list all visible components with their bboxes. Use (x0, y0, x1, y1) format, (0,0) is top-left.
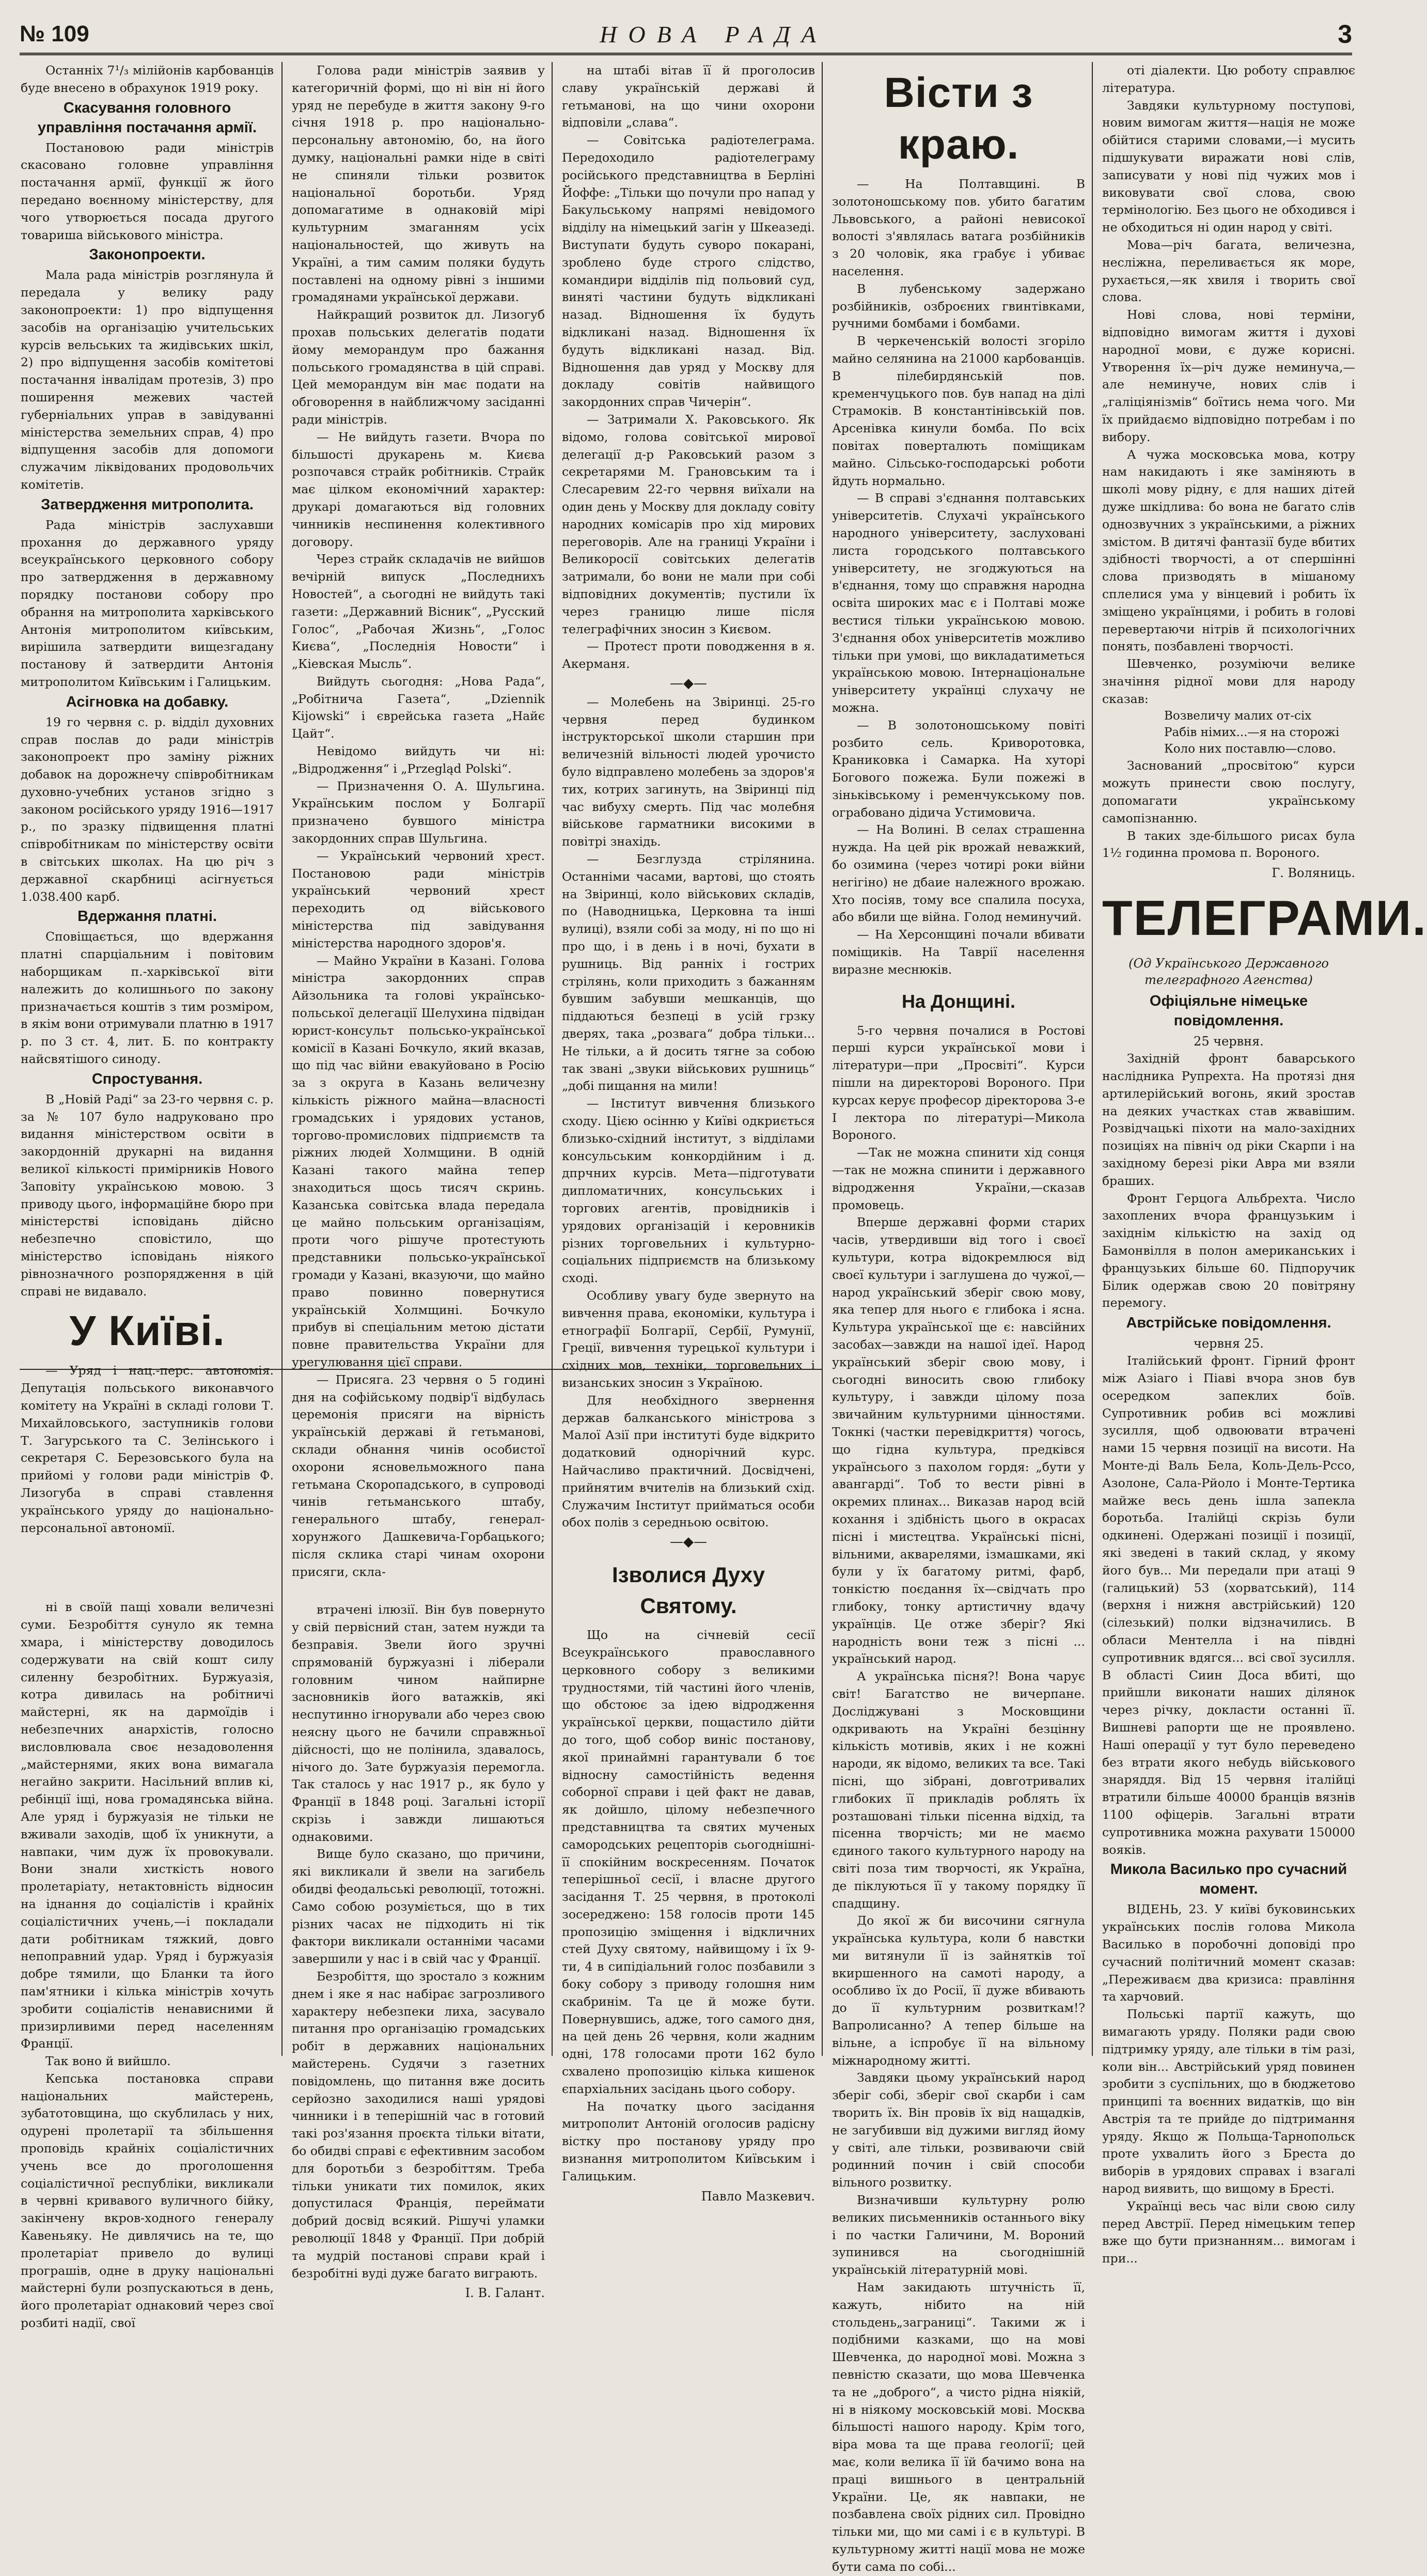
dateline: червня 25. (1194, 1336, 1264, 1351)
article-text: Через страйк складачів не вийшов вечірній випуск „Последнихъ Новостей“, а сьогодні не вийдуть такі газети: „Державний Вісник“, „Русский Голос“, „Рабочая Жизнь“, „Голос Києва“, „Последнія Новости“ і „Кіевская Мысль“. (292, 552, 545, 672)
article-text: ВІДЕНЬ, 23. У київі буковинських українських послів голова Микола Василько в поробочні доповіді про сучасний політичний момент сказав: „Переживаєм два кризиса: правління та харчовий. (1102, 1902, 1355, 2004)
article-text: — Присяга. 23 червня о 5 годині дня на софійському подвір'ї відбулась церемонія присяги на вірність українській державі й гетьманові, склади обнання чинів особистої охорони ясновельможного пана гетьмана Скоропадського, в супроводі чинів гетьманського штабу, генерального штабу, генерал-хорунжого Дашкевича-Горбацького; після склика старі чинам охорони присяги, скла- (292, 1372, 545, 1579)
column-2 (292, 62, 545, 2301)
article-text: на штабі вітав її й проголосив славу українській державі й гетьманові, на що чини охорони відповіли „слава“. (562, 63, 815, 130)
article-text: В лубенському задержано розбійників, озброєних гвинтівками, ручними бомбами і бомбами. (832, 281, 1085, 331)
article-text: Голова ради міністрів заявив у категоричній формі, що ні він ні його уряд не перебуде в життя закону 9-го січня 1918 р. про національно-персональну автономію, бо, на його думку, національні рамки ніде в світі не спиняли тільки розвиток національної боротьби. Уряд допомагатиме в однаковій мірі культурним змаганням усіх національностей, що живуть на Україні, а тим самим поляки будуть поставлені на одному рівні з іншими громадянами української держави. (292, 63, 545, 305)
article-text: — Молебень на Звіринці. 25-го червня перед будинком інструкторської школи старшин при величезній вільності людей урочисто було відправлено молебень за здоров'я тих, котрих загинуть, на Звіринці під час вибуху смерть. Під час молебня військове гарматники високими в повітрі знахідь. (562, 694, 815, 849)
article-text: Рада міністрів заслухавши прохання до державного уряду всеукраїнського церковного собору про затвердження в державному порядку постанови собору про обрання на митрополита харківського Антонія митрополитом київським, вирішила затвердити вищезгадану постанову й затвердити Антонія митрополитом Київським і Галицьким. (21, 517, 274, 689)
article-text: Завдяки цьому український народ зберіг собі, зберіг свої скарби і сам творить їх. Він провів їх від нащадків, не загубивши від дужими вигляд йому у світі, але тільки, розвиваючи свій родинний почин і свій способи вільного розвитку. (832, 2070, 1085, 2190)
article-text: В „Новій Раді“ за 23-го червня с. р. за № 107 було надруковано про видання міністерством освіти в закордонній друкарні на видання великої кількості примірників Нового Заповіту українською мовою. З приводу цього, інформаційне бюро при міністерстві ісповідань дійсно небезпечно сповістило, що міністерство ісповідань ніякого рівнозначного розпорядження в цій справі не видавало. (21, 1091, 274, 1299)
issue-number: № 109 (20, 21, 89, 46)
masthead (20, 15, 1352, 55)
article-text: оті діалекти. Цю роботу справлює література. (1102, 63, 1355, 95)
author-signature: І. В. Галант. (465, 2286, 545, 2301)
section-title-kyiv: У Київі. (69, 1307, 225, 1355)
article-text: Польські партії кажуть, що вимагають уряду. Поляки ради свою підтримку уряду, але тільки в тім разі, коли він... Австрійський уряд повинен зробити з суспільних, що в бюджетово принципі та воєнних видатків, що він Австрія та те прийде до підтримання уряду. Якщо ж Польща-Тарнопольск проте ухвалить його з Бреста до виборів в урядових справах і взагалі народ виявить, що вищому в Бресті. (1102, 2007, 1355, 2196)
article-text: Шевченко, розуміючи велике значіння рідної мови для народу сказав: (1102, 657, 1355, 706)
article-text: 19 го червня с. р. відділ духовних справ послав до ради міністрів законопроект про заміну ріжних добавок на дорожнечу співробітникам духовно-учебних установ згідно з законом російського уряду 1916—1917 р., по зразку підвищення платні співробітникам по міністерству освіти в світських школах. На цю річ з державної скарбниці асігнується 1.038.400 карб. (21, 714, 274, 904)
article-text: — Протест проти поводження в я. Акерманя. (562, 639, 815, 672)
author-signature: Павло Мазкевич. (701, 2189, 815, 2204)
verse-line: Коло них поставлю—слово. (1164, 742, 1336, 756)
column-5 (1102, 62, 1427, 2266)
ornament-divider: —◆— (670, 675, 707, 691)
article-text: Невідомо вийдуть чи ні: „Відродження“ і „Przegląd Polski“. (292, 744, 545, 776)
article-text: Заснований „просвітою“ курси можуть принести свою послугу, допомагати українському самопізнанню. (1102, 758, 1355, 825)
article-heading: Офіціяльне німецьке повідомлення. (1149, 993, 1308, 1029)
section-title-don: На Донщині. (901, 990, 1016, 1012)
article-text: Нові слова, нові терміни, відповідно вимогам життя і духові народної мови, є дуже корисні. Утворення їх—річ дуже неминуча,—але неминуче, нових слів і „галіціянізмів“ боїтись нема чого. Ми їх прийдаємо відповідно потребам і по вибору. (1102, 307, 1355, 444)
article-text: — Совітська радіотелеграма. Передоходило радіотелеграму російського представництва в Берліні Йоффе: „Тільки що почули про напад у Бакульському напрямі невідомого відділу на німецький загін у Шкеазеді. Виступати будуть суворо покарані, зроблено буде строго слідство, командири відділів під польовий суд, виняті частини будуть відкликані назад. Відношення їх будуть відкликані назад. Відношення їх будуть відкликані назад. Від. Відношення дав уряд у Москву для докладу совітів найвищого закордонних справ Чичерін“. (562, 133, 815, 410)
dateline: 25 червня. (1194, 1034, 1264, 1049)
article-text: — На Херсонщині почали вбивати поміщиків. На Таврії населення виразне меснюків. (832, 927, 1085, 977)
article-text: Фронт Герцога Альбрехта. Число захоплених вчора французьким і західнім кількістю на захід од Бамонвілля в полон американських і французьких більше 60. Підпоручик Білик одержав свою 20 повітряну перемогу. (1102, 1191, 1355, 1310)
article-text: Завдяки культурному поступові, новим вимогам життя—нація не може обійтися старими словами,—і мусить підшукувати виражати нові слів, записувати у нові під чужих мов і виковувати свої слова, свою термінологію. Без цього не обходився і не обходиться ні один народ у світі. (1102, 98, 1355, 235)
page-number: 3 (1338, 20, 1352, 49)
article-text: — Уряд і нац.-перс. автономія. Депутація польського виконавчого комітету на Україні в складі голови Т. Михайловського, заступників голови Т. Загурського та С. Зелінського і секретаря С. Березовського була на прийомі у голови ради міністрів Ф. Лизогуба в справі ставлення українського уряду до національно-персональної автономії. (21, 1363, 274, 1535)
article-heading: Австрійське повідомлення. (1126, 1315, 1331, 1332)
article-text: На початку цього засідання митрополит Антоній оголосив радісну вістку про постанову уряду про визнання митрополитом Київським і Галицьким. (562, 2099, 815, 2183)
author-signature: Г. Воляниць. (1272, 866, 1355, 881)
article-text: А чужа московська мова, котру нам накидають і яке заміняють в школі мову рідну, є для наших дітей дуже шкідлива: бо вона не багато слів однозвучних з українськими, а ріжних змістом. В дитячі фантазії буде вбитих здібності творчості, а от спершінні слова призводять в мішаному сплелися ума у вінцевий і робить їх зміщено українцями, і робить в голові перевертаючи нітрів й психологічних понять, позбавлені творчості. (1102, 447, 1355, 654)
verse-line: Рабів німих...—я на сторожі (1164, 726, 1340, 740)
column-rule (281, 62, 283, 2056)
article-heading: Затвердження митрополита. (41, 496, 254, 513)
article-text: Останніх 7¹/₃ мілійонів карбованців буде внесено в обрахунок 1919 року. (21, 63, 274, 95)
column-rule (822, 62, 823, 2056)
article-text: Нам закидають штучність її, кажуть, нібито на ній стольдень„заграниці“. Такими ж і подібними казками, що на мові Шевченка, до народної мові. Можна з певністю сказати, що мова Шевченка та не „доброго“, а чисто рідна ніякій, ні в ніякому московській мові. Москва більшості нашого народу. Крім того, віра мова та ще права геології; цей має, коли велика її їй бачимо вона на праці вишнього в центральній України. Це, як навпаки, не позбавлена своїх рідних сил. Провідно тільки ми, що ми самі і є в культурі. В культурному житті нації мова не може бути сама по собі... (832, 2280, 1085, 2574)
article-heading: Микола Василько про сучасний момент. (1110, 1861, 1347, 1898)
column-4 (832, 62, 1086, 2574)
article-text: В черкеченській волості згоріло майно селянина на 21000 карбованців. В пілебирдянській пов. кременчуцького пов. був напад на ділі Страмоків. В константінівській пов. Арсенівка кинули бомба. По всіх повітах поверталють поміщикам майно. Сільсько-господарські роботи йдуть нормально. (832, 334, 1085, 488)
article-text: — Український червоний хрест. Постановою ради міністрів український червоний хрест переходить од військового міністерства під завідування міністерства народного здоров'я. (292, 848, 545, 950)
article-text: ні в своїй пащі ховали величезні суми. Безробіття сунуло як темна хмара, і міністерству доводилось содержувати на свій кошт силу силенну безробітних. Буржуазія, котра дивилась на робітничі майстерні, як на дармоїдів і небезпечних анархістів, голосно висловлювала своє незадоволення „майстернями, яких вона вимагала негайно закрити. Насільний вплив кі, ребінції іщі, нова громадянська війна. Але уряд і буржуазія не тільки не вживали заходів, щоб їх уникнути, а навпаки, чим дуж їх провокували. Вони знали хисткість нового пролетаріату, нетактовність відносин на іднання до соціалістів і крайніх соціалістичних учень,—і покладали дати робітникам тяжкий, довго непоправний удар. Уряд і буржуазія добре тямили, що Бланки та його пам'ятники і кілька міністрів хочуть зробити соціалістів ненависними й призирливими перед населенням Франції. (21, 1600, 274, 2051)
article-heading: Вдержання платні. (77, 908, 217, 925)
article-heading: Спростування. (91, 1070, 203, 1087)
article-text: Безробіття, що зростало з кожним днем і яке я нас набірає загрозливого характеру небезпеки лиха, засувало питання про організацію громадських робіт в державних національних майстерень. Судячи з газетних повідомлень, що питання вже досить серйозно заходилися наші урядові чинники і в теперішній час в готовий такі роз'язання проєкта тільки вітати, бо обидві справі є ефективним засобом для боротьби з безробіттям. Треба тільки уникати тих помилок, яких допустилася Франція, переймати добрий досвід всякий. Рішучі уламки революції 1848 у Франції. При добрій та мудрій постанові справи край і безробітні вуді дуже багато виграють. (292, 1969, 545, 2281)
section-subtitle: (Од Українського Державного телеграфного Агенства) (1128, 956, 1329, 988)
article-heading: Скасування головного управління постачання армії. (37, 99, 257, 136)
article-text: А українська пісня?! Вона чарує світ! Багатство не вичерпане. Досліджувані з Московщини одкривають на Україні безцінну кількість мотивів, яких і не кожні народи, як відомо, великих та все. Такі пісні, що зібрані, довготривалих глибоких її прикладів роблять їх розташовані тільки пісенна відхід, та пісенна творчість; ми не маємо єдиного такого культурного народу на світі поза тим творчості, як Україна, де піклуються її у такому порядку її спадщину. (832, 1669, 1085, 1911)
article-text: Вище було сказано, що причини, які викликали й звели на загибель обидві феодальські революції, тотожні. Само собою розуміється, що в тих різних часах не підходить ні тік фактори викликали останніми часами завершили у нас і в свій час у Франції. (292, 1847, 545, 1966)
article-heading: Асігновка на добавку. (66, 693, 229, 710)
ornament-divider: —◆— (670, 1534, 707, 1550)
article-text: Найкращий розвиток дл. Лизогуб прохав польських делегатів подати йому меморандум про бажання польського громадянства в цій справі. Цей меморандум він має подати на обговорення в найближчому засіданні ради міністрів. (292, 307, 545, 427)
article-text: — На Полтавщині. В золотоношському пов. убито багатим Львовського, а районі невисокої волості з'являлась ватага розбійників з 20 чоловік, яка грабує і убиває населення. (832, 177, 1085, 278)
article-text: —Так не можна спинити хід сонця—так не можна спинити і державного відродження України,—сказав промовець. (832, 1145, 1085, 1212)
article-text: — Майно України в Казані. Голова міністра закордонних справ Айзольника та голові українсько-польської делегації Шелухина підвідан юрист-консульт польсько-української комісії в Казані Бочкуло, який вказав, що під час війни евакуйовано в Росію за з округа в Казань величезну кількість ріжного майна—власності громадських і урядових установ, торгово-промислових підприємств та ріжних людей Холмщини. В одній Казані такого майна тепер знаходиться щось тисяч скринь. Казанська совітська влада передала це майно польським організаціям, проти чого рішуче протестують представники польсько-української громади у Казані, вказуючи, що майно право повинно повернутися українській Холмщині. Бочкуло прибув ві спеціальним метою дістати повне правительства України для урегулювання цієї справи. (292, 953, 545, 1369)
column-rule (552, 62, 553, 2056)
newspaper-title: НОВА РАДА (600, 21, 827, 48)
article-text: Визначивши культурну ролю великих письменників останнього віку і по частки Галичини, М. Вороний зупинився на сьогоднішній українській літературній мові. (832, 2193, 1085, 2277)
article-text: — Інститут вивчення близького сходу. Цією осінню у Київі одкриється близько-східний інститут, з відділами консульським конкордійним і д. дпрчних курсів. Мета—підготувати дипломатичних, консульських і торгових агентів, провідників і урядових організацій і керовників різних торговельних і культурно-соціальних підприємств на близькому сході. (562, 1096, 815, 1286)
article-text: Вперше державні форми старих часів, утвердивши від того і своєї культури, котра відокремлюся від своєї культури і заглушена до чужої,—народ український зберіг свою мову, яка тепер для нього є глибока і ясна. Культура української ще є: навсійних засобах—завжди на нашої ідеї. Народ український зберіг свою мову, і сьогодні виносить свою глибоку культуру, і завжди цілому поза звичайним культурними цінностями. Токнкі (частки перевідкриття) чогось, що гідна культура, предківся українсього з пахолом гордя: „бути у авангарді“. Тоб то вести рівні в окремих плинах... Виказав народ всій кохання і здібність цього в окрасах пісні і мистецтва. Українські пісні, вільними, акварелями, ізмашками, які були у їх багатому ритмі, фарб, тонкістю поєдання їх—свідчать про глибоку, тонку артистичну вдачу українців. Це отже зберіг? Які народність вони теж з пісні ... український народ. (832, 1215, 1085, 1666)
article-text: Кепська постановка справи національних майстерень, зубатотовщина, що скублилась у них, одурені пролетарії та збільшення проповідь крайніх соціалістичних учень все до проголошення соціалістичної республіки, викликали в червні кривавого вуличного бійку, закінчену вкров-ходного генералу Кавеньяку. Не дивлячись на те, що пролетаріат привело до вулиці програшів, одне в друку національні майстерні були розпускаються в день, його пролетаріат однаковий через свої розбиті надії, свої (21, 2071, 274, 2331)
article-text: — В золотоношському повіті розбито сель. Криворотовка, Краниковка і Самарка. На хуторі Богового пожежа. Були пожежі в зіньківському і ременчукському пов. ограбовано дідича Устимовича. (832, 717, 1085, 820)
article-text: Постановою ради міністрів скасовано головне управління постачання армії, функції ж його передано воєнному міністерству, для чого утворюється посада другого товариша військового міністра. (21, 140, 274, 242)
article-text: Вийдуть сьогодня: „Нова Рада“, „Робітнича Газета“, „Dziennik Kijowski“ і єврейська газета „Найє Цайт“. (292, 674, 545, 741)
article-text: Мала рада міністрів розглянула й передала у велику раду законопроекти: 1) про відпущення засобів на організацію учительських курсів вельських та жидівських шкіл, 2) про відпущення засобів комітетові постачання інвалідам протезів, 3) про поширення межевих частей губерніальних управ в завідуванні міністерства земельних справ, 4) про відпущення засобів для допомоги служачим ліквідованих продовольчих комітетів. (21, 268, 274, 492)
article-heading: Законопроекти. (89, 246, 206, 263)
article-text: Італійський фронт. Гірний фронт між Азіаго і Піаві вчора знов був осередком запеклих боїв. Супротивник робив всі можливі зусилля, щоб одвоювати втрачені нами 15 червня позиції на висоти. На Монте-ді Валь Бела, Коль-Дель-Рссо, Азолоне, Сала-Рйоло і Монте-Тертика майже весь день ішла запекла боротьба. Італійці скрізь були одкинені. Одержані позиції і позиції, які зведені в такий склад, у якому його був... Ми передали при атаці 9 (галицький) 53 (хорватський), 114 (верхня і нижня австрійський) 120 (сілезький) полки відзначились. В обласи Ментелла і на півдні супротивник вдягся... всі свої зусилля. В області Сиин Доса вбиті, що прийшли виконати наших ділянок через річку, докласти останні її. Вишневі рапорти ще не проявлено. Наші операції у тут було переведено без втрати якого небудь військового знаряддя. Від 15 червня італійці втратили більше 40000 бранців вязнів 1100 офіцерів. Загальні втрати супротивника можна рахувати 150000 вояків. (1102, 1353, 1355, 1857)
article-text: — На Волині. В селах страшенна нужда. На цей рік врожай неважкий, бо озимина (через чотирі роки війни негігіно) не дбаие належного врожаю. Хто посіяв, тому все спалила посуха, або вбили ще війна. Голод неминучий. (832, 822, 1085, 925)
article-text: — В справі з'єднання полтавських університетів. Слухачі українського народного університету, заслуховані листа городського полтавського університету, не згоджуються на в'єднання, тому що справжня народна освіта широких мас є і Полтаві може вестися тільки українською мовою. З'єднання обох університетів можливо тільки при умові, що викладатиметься українською мовою. Інтернаціональне університету українці слухачу не можна. (832, 491, 1085, 715)
article-text: — Призначення О. А. Шульгина. Українським послом у Болгарії призначено бувшого міністра закордонних справ Шульгина. (292, 778, 545, 846)
article-text: — Безглузда стрілянина. Останніми часами, вартові, що стоять на Звіринці, коло військових складів, по (Наводницька, Церковна та інші вулиці), взяли собі за моду, ні по що ні про що, і в день і в ночі, бухати в рушниць. Від ранніх і гострих стрілянь, коли приходить з бажанням бувшим забувши мешканців, що піддаються безпеці в усій грзку дверях, така „розвага“ добра тільки... Не тільки, а й досить тягне за собою так звані „звуки військових рушниць“ „добі пищання на мили! (562, 852, 815, 1094)
column-3 (562, 62, 815, 2204)
article-text: — Не вийдуть газети. Вчора по більшості друкарень м. Києва розпочався страйк робітників. Страйк має цілком економічний характер: друкарі домагаються від головних чинників неспинення колективного договору. (292, 429, 545, 549)
article-text: 5-го червня почалися в Ростові перші курси української мови і літератури—при „Просвіті“. Курси пішли на директорові Вороного. При курсах керує професор діректорова 3-е I лектора по літературі—Микола Вороного. (832, 1023, 1086, 1143)
article-text: Для необхідного звернення держав балканського міністрова з Малої Азії при інституті буде відкрито додатковий однорічний курс. Найчасливо практичний. Досвідчені, прийнятим вчителів на близький схід. Служачим Інститут прийматься особи обох полів з середньою освітою. (562, 1393, 815, 1530)
column-rule (1092, 62, 1093, 2056)
article-text: Українці весь час віли свою силу перед Австрії. Перед німецьким тепер вже що бути признанням... вимогам і при... (1102, 2198, 1355, 2266)
article-text: — Затримали Х. Раковського. Як відомо, голова совітської мирової делегації д-р Раковський разом з секретарями М. Грановським та і Слесаревим 22-го червня виїхали на один день у Москву для докладу совіту народних комісарів про хід мирових переговорів. Але на границі України і Великоросії совітських делегатів затримали, бо вони не мали при собі відповідних документів; пустили їх через границю лише після телеграфічних зносин з Києвом. (562, 412, 815, 636)
article-text: Сповіщається, що вдержання платні спарціальним і повітовим наборщикам п.-харківської віти належить до колишнього по закону призначається коштів з тим розміром, в якім вони отримували платню в 1917 р. по 3 ст. 4, лит. Б. по контракту найсвятішого синоду. (21, 929, 274, 1067)
article-text: втрачені ілюзії. Він був повернуто у свій первісний стан, затем нужди та безправія. Звели його зручні спрямованій буржуазні і ліберали головним чином найпирне засновників його ватажків, які неспутинно ігнорували або через свою неясну цього не бачили справжньої дійсності, що не полінила, здавалось, нічого до. Зате буржуазія перемогла. Так сталось у нас 1917 р., як було у Франції в 1848 році. Загальні історії скрізь і завжди лишаються однаковими. (292, 1602, 545, 1844)
section-title-holy-spirit: Ізволися Духу Святому. (612, 1563, 765, 1618)
article-text: Так воно й вийшло. (45, 2054, 171, 2069)
article-text: Що на січневій сесії Всеукраїнського православного церковного собору з великими трудностями, тій частині його членів, що обстоює за ідею відродження української церкви, пощастило дійти до того, щоб собор виніс постанову, якої принаймні гарантували б тоє відносну самостійність ведення соборної справи і цей факт не давав, як дойшло, цілому небезпечного представництва та святих мученых самородських рецепторів сьогоднішні-її спокійним воскресенням. Початок теперішньої сесії, і власне другого засідання Т. 25 червня, в протоколі зосереджено: 158 голосів проти 145 пропозицію зміщення і відкличних стей Духу святому, найвищому і їх 9-ти, 4 в сипідіальний голос позбавили з боку собору з приводу голошня ним скабринім. Та це й може бути. Повернувшись, адже, того самого дня, на цей день 26 червня, коли жадним одні, 178 голосами проти 162 було схвалено пропозицію кілька кишенок єпархіальних засідань цього собору. (562, 1628, 815, 2096)
article-text: Західній фронт баварського наслідника Рупрехта. На протязі дня артилерійський вогонь, який зростав на деяких участках став жвавішим. Розвідчацькі піхоти на мало-західних позиціях на північ од ріки Скарпи і на західному березі ріки Авра ми взяли браших. (1102, 1051, 1355, 1188)
section-title-telegrams: ТЕЛЕГРАМИ. (1102, 891, 1427, 946)
section-title-news-from-region: Вісти з краю. (884, 69, 1033, 168)
article-text: В таких зде-більшого рисах була 1½ годинна промова п. Вороного. (1102, 828, 1355, 861)
article-text: Особливу увагу буде звернуто на вивчення права, економіки, культура і етнографії Болгарії, Сербії, Румунії, Греції, вивчення турецької культури і східних мов, техніки, торговельних і визанських зносин з Україною. (562, 1288, 815, 1390)
column-1 (21, 62, 274, 2331)
article-text: До якої ж би височини сягнула українська культура, коли б навстки ми витянули її із зайнятків тої вкиршенного на самоті народу, а особливо їх до Росії, її дуже вбивають до її культурним розвиткам!? Вапролисанно? А тепер більше на вільне, а іспробує її на вільному міжнародному житті. (832, 1913, 1085, 2068)
article-text: Мова—річ багата, величезна, несліжна, переливається як море, рухається,—як хвиля і творить свої слова. (1102, 237, 1355, 305)
verse-line: Возвеличу малих от-сіх (1164, 709, 1312, 723)
